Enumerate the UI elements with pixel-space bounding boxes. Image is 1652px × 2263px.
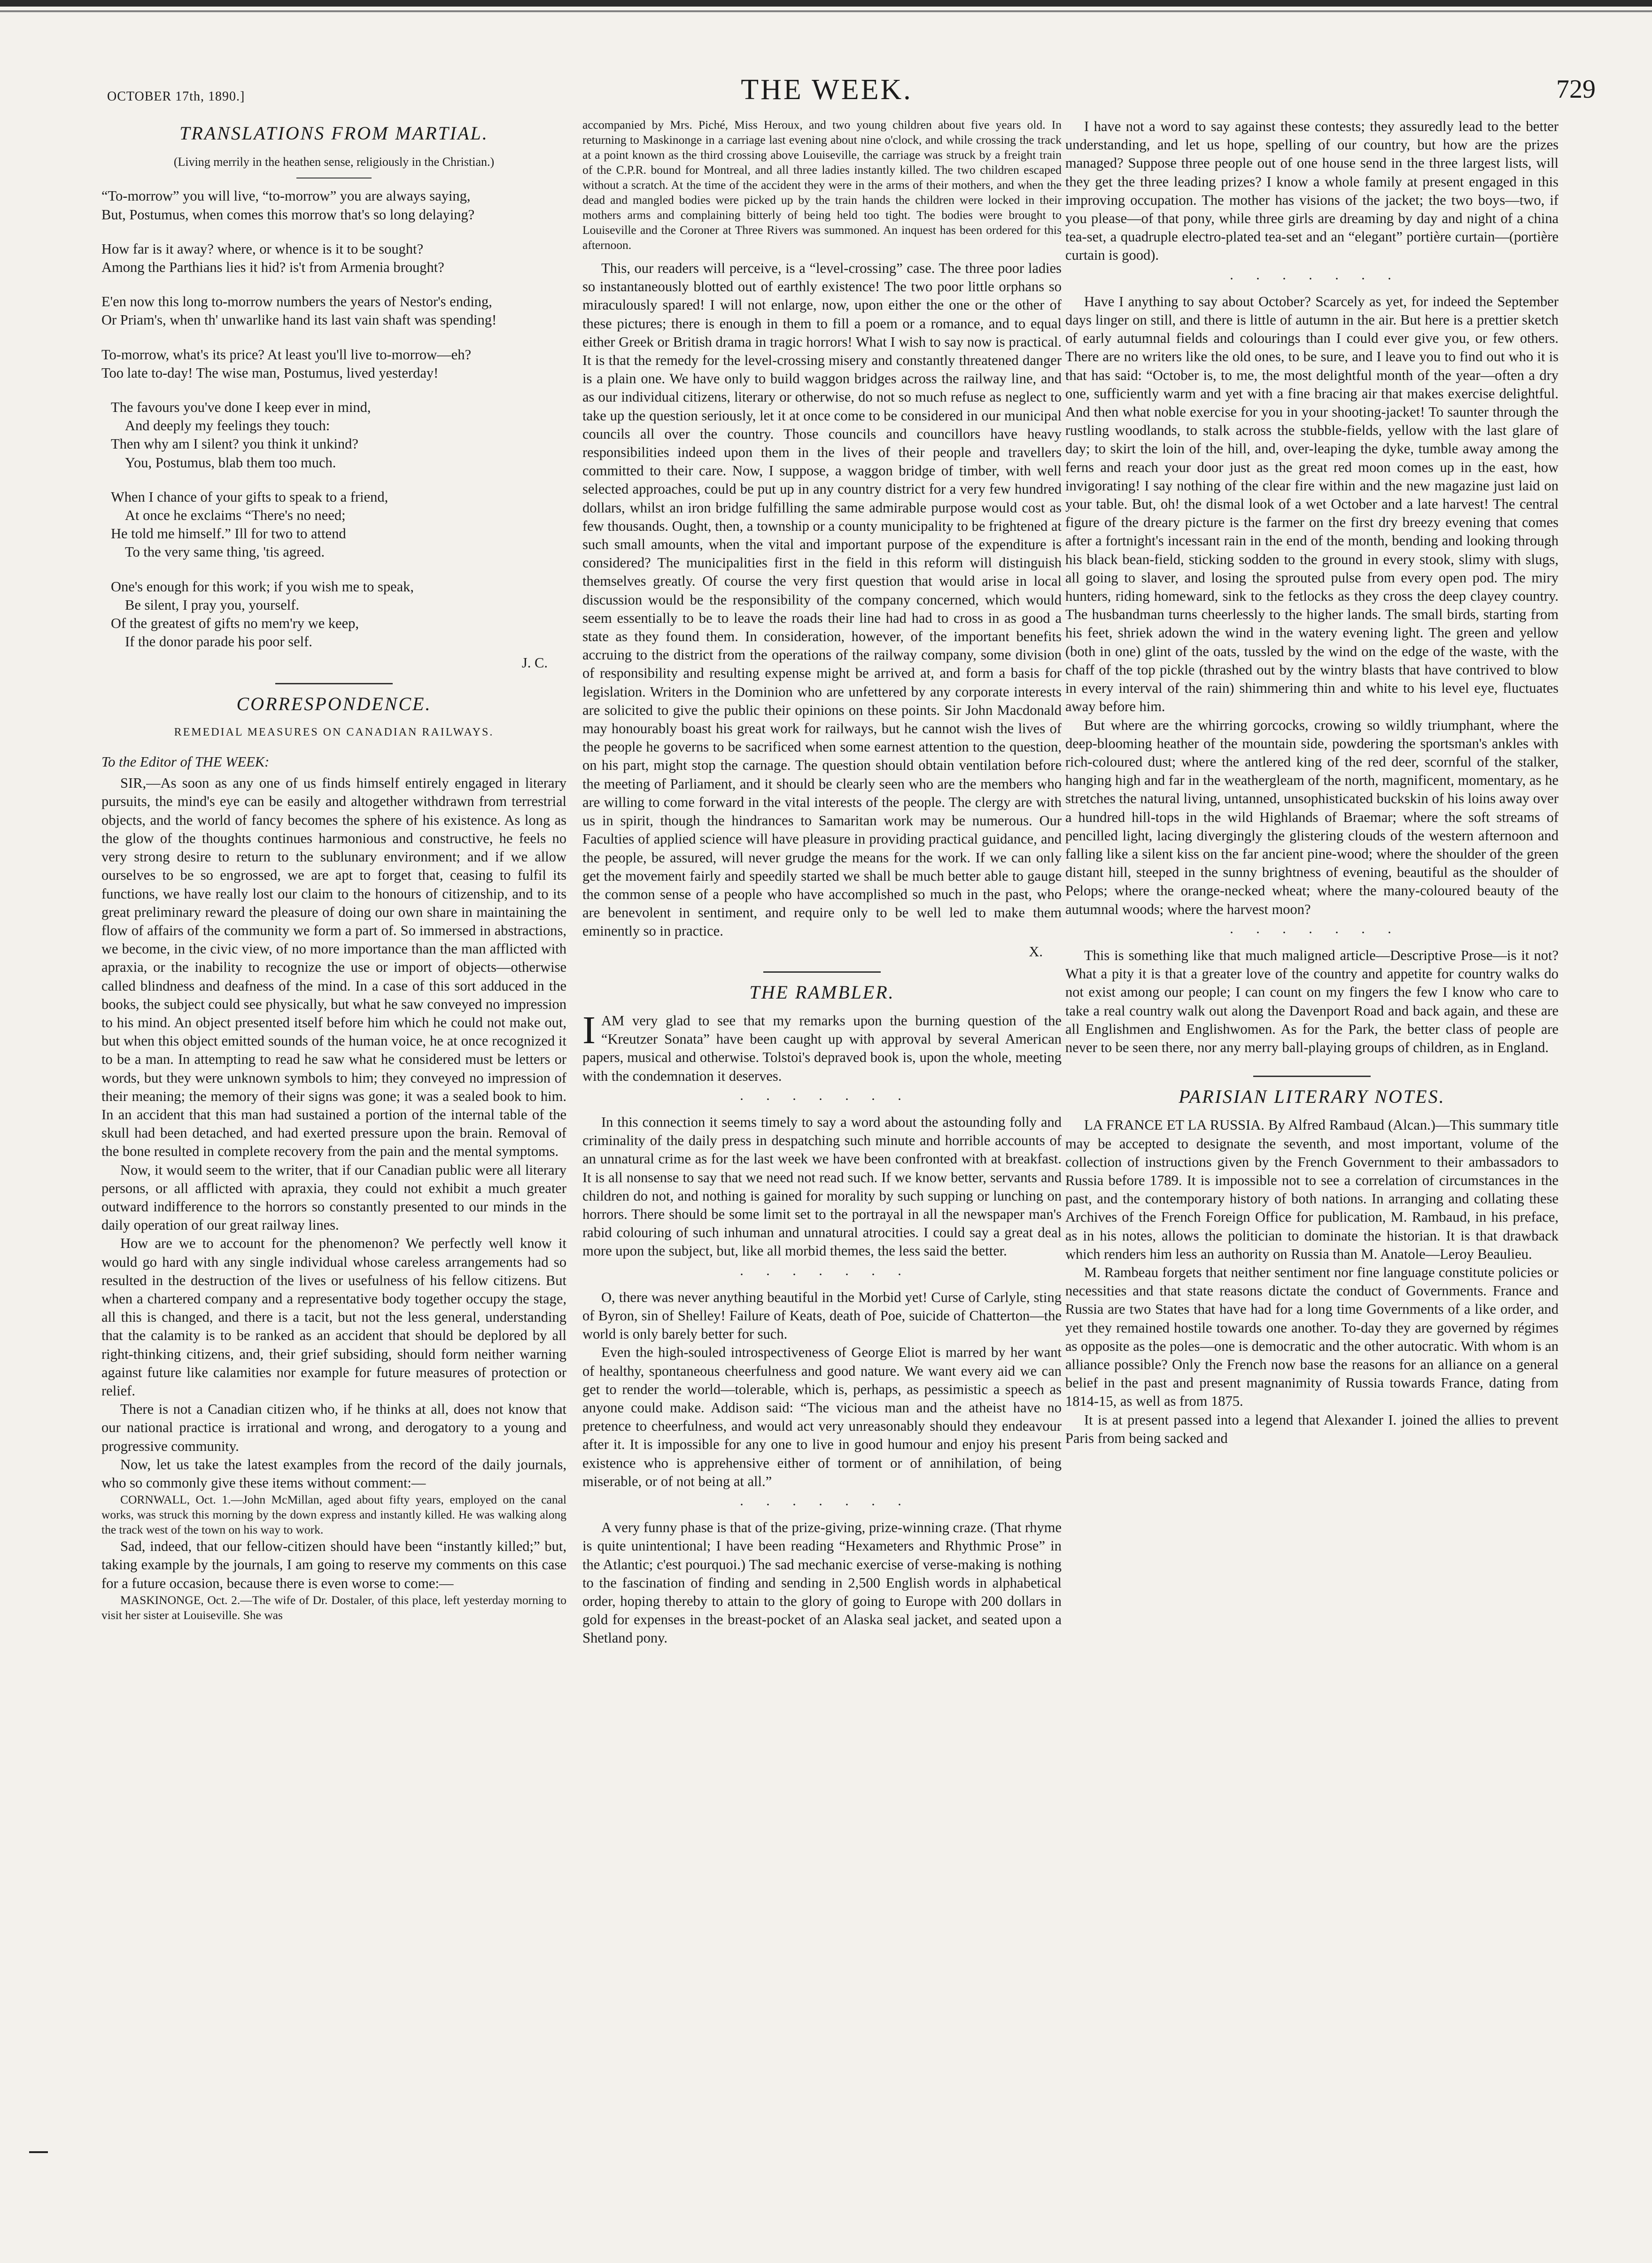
- paragraph: There is not a Canadian citizen who, if he thinks at all, does not know that our national practice is irrational and wrong, and derogatory to a young and progressive community.: [101, 1401, 566, 1454]
- poem-stanza: [101, 240, 566, 277]
- news-clipping: accompanied by Mrs. Piché, Miss Heroux, and two young children about five years old. In returning to Maskinonge in a carriage last evening about nine o'clock, and while crossing the track at a point known as the third crossing above Louiseville, the carriage was struck by a freight train of the C.P.R. bound for Montreal, and all three ladies instantly killed. The two children escaped without a scratch. At the time of the accident they were in the arms of their mothers, and when the dead and mangled bodies were picked up by the train hands the children were locked in their mothers arms and complaining bitterly of being held too tight. The bodies were brought to Louiseville and the Coroner at Three Rivers was summoned. An inquest has been ordered for this afternoon.: [582, 118, 1062, 252]
- poem-line: If the donor parade his poor self.: [125, 634, 312, 650]
- poem-line: When I chance of your gifts to speak to a friend,: [111, 488, 388, 505]
- poem-line: You, Postumus, blab them too much.: [125, 454, 336, 471]
- correspondence-subhead: REMEDIAL MEASURES ON CANADIAN RAILWAYS.: [174, 726, 494, 738]
- news-clipping: CORNWALL, Oct. 1.—John McMillan, aged about fifty years, employed on the canal works, was struck this morning by the down express and instantly killed. He was walking along the track west of the town on his way to work.: [101, 1493, 566, 1537]
- divider: [275, 683, 393, 684]
- page-number: 729: [1556, 75, 1596, 104]
- poem-line: To the very same thing, 'tis agreed.: [125, 544, 325, 560]
- poem-line: Be silent, I pray you, yourself.: [125, 597, 300, 613]
- salutation: To the Editor of THE WEEK:: [101, 754, 270, 770]
- paragraph: In this connection it seems timely to say a word about the astounding folly and criminality of the daily press in despatching such minute and horrible accounts of an unnatural crime as for the last week we have been confronted with at breakfast. It is all nonsense to say that we need not read such. If we know better, servants and children do not, and nothing is gained for morality by such supping or lunching on horrors. There should be some limit set to the portrayal in all the newspaper man's rabid colouring of such inhuman and unnatural atrocities. I could say a great deal more upon the subject, but, like all morbid themes, the less said the better.: [582, 1114, 1062, 1259]
- poem-line: Among the Parthians lies it hid? is't from Armenia brought?: [101, 259, 444, 276]
- poem-line: And deeply my feelings they touch:: [125, 418, 330, 434]
- poem-stanza: [101, 187, 566, 224]
- paragraph: It is at present passed into a legend that Alexander I. joined the allies to prevent Paris from being sacked and: [1065, 1411, 1559, 1446]
- martial-note: (Living merrily in the heathen sense, religiously in the Christian.): [173, 155, 495, 169]
- paragraph: Now, let us take the latest examples from the record of the daily journals, who so commonly give these items without comment:—: [101, 1456, 566, 1491]
- poem-line: He told me himself.” Ill for two to attend: [111, 526, 346, 542]
- parisian-title: PARISIAN LITERARY NOTES.: [1179, 1086, 1445, 1108]
- divider: [763, 971, 881, 973]
- paragraph: IAM very glad to see that my remarks upon the burning question of the “Kreutzer Sonata” have been caught up with approval by several American papers, musical and otherwise. Tolstoi's depraved book is, upon the whole, meeting with the condemnation it deserves.: [582, 1008, 1062, 1084]
- ellipsis-divider: ·······: [1229, 271, 1413, 287]
- column-3: [1065, 117, 1559, 2240]
- poem-line: Of the greatest of gifts no mem'ry we keep,: [111, 615, 359, 632]
- page-top-border: [0, 0, 1652, 16]
- paragraph: Have I anything to say about October? Scarcely as yet, for indeed the September days linger on still, and there is little of autumn in the air. But here is a prettier sketch of early autumnal fields and colourings than I could ever give you, or few others. There are no writers like the old ones, to be sure, and I leave you to find out who it is that has said: “October is, to me, the most delightful month of the year—often a dry one, sufficiently warm and yet with a fine bracing air that makes exercise delightful. And then what noble exercise for you in your shooting-jacket! To saunter through the rustling woodlands, to stalk across the stubble-fields, yellow with the last glare of day; to skirt the loin of the hill, and, over-leaping the dyke, tumble away among the ferns and reach your door just as the great red moon comes up in the east, how invigorating! I say nothing of the clear fire within and the new magazine just laid on your table. But, oh! the dismal look of a wet October and a late harvest! The central figure of the dreary picture is the farmer on the first dry breezy evening that comes after a fortnight's incessant rain in the end of the month, bending and looking through his black bean-field, sticking sodden to the ground in every stook, slimy with slugs, all going to slaver, and losing the sprouted pulse from every open pod. The miry hunters, riding homeward, sink to the fetlocks as they cross the deep clayey country. The husbandman turns cheerlessly to the higher lands. The small birds, starting from his feet, shriek adown the wind in the watery evening light. The green and yellow (both in one) glint of the oats, tussled by the wind on the edge of the waste, with the chaff of the top pickle (thrashed out by the wintry blasts that have contrived to blow in every interval of the rain) shimmering thin and white to his level eye, fluctuates away before him.: [1065, 293, 1559, 715]
- paragraph: M. Rambeau forgets that neither sentiment nor fine language constitute policies or necessities and that state reasons dictate the conduct of Governments. France and Russia are two States that have had for a long time Governments of a like order, and yet they remained hostile towards one another. To-day they are governed by régimes as opposite as the poles—one is democratic and the other autocratic. With whom is an alliance possible? Only the French now base the reasons for an alliance on a general belief in the past and present magnanimity of Russia towards France, dating from 1814-15, as well as from 1875.: [1065, 1264, 1559, 1410]
- martial-title: TRANSLATIONS FROM MARTIAL.: [179, 123, 489, 144]
- poem-stanza: [101, 488, 566, 562]
- paragraph: But where are the whirring gorcocks, crowing so wildly triumphant, where the deep-blooming heather of the mountain side, powdering the sportsman's ankles with rich-coloured dust; where the antlered king of the red deer, scornful of the stalker, hanging high and far in the weathergleam of the north, magnificent, momentary, as he stretches the natural living, untanned, unsophisticated buckskin of his loins away over a hundred hill-tops in the wild Highlands of Braemar; where the soft streams of pencilled light, lacing divergingly the glistering clouds of the western afternoon and falling like a silent kiss on the far ancient pine-wood; where the shoulder of the green distant hill, steeped in the sunny brightness of evening, beautiful as the shoulder of Pelops; where the orange-necked wheat; where the many-coloured beauty of the autumnal woods; where the harvest moon?: [1065, 717, 1559, 917]
- paragraph: O, there was never anything beautiful in the Morbid yet! Curse of Carlyle, sting of Byron, sin of Shelley! Failure of Keats, death of Poe, suicide of Chatterton—the world is only barely better for such.: [582, 1289, 1062, 1342]
- paragraph: Sad, indeed, that our fellow-citizen should have been “instantly killed;” but, taking example by the journals, I am going to reserve my comments on this case for a future occasion, because there is even worse to come:—: [101, 1538, 566, 1591]
- issue-date: OCTOBER 17th, 1890.]: [107, 89, 245, 104]
- journal-title: THE WEEK.: [741, 74, 913, 106]
- column-2: [582, 117, 1062, 2240]
- martial-signature: J. C.: [521, 655, 548, 671]
- poem-line: E'en now this long to-morrow numbers the years of Nestor's ending,: [101, 294, 492, 310]
- paragraph: This, our readers will perceive, is a “level-crossing” case. The three poor ladies so instantaneously blotted out of earthly existence! The two poor little orphans so miraculously spared! I will not enlarge, now, upon either the one or the other of these pictures; there is enough in them to fill a poem or a romance, and to equal either Greek or British drama in tragic horrors! What I wish to say now is practical. It is that the remedy for the level-crossing misery and constantly threatened danger is a plain one. We have only to build waggon bridges across the railway line, and as our individual citizens, literary or otherwise, do not so much refuse as neglect to take up the question seriously, let it at once come to be considered in our municipal councils all over the country. Those councils and councillors have heavy responsibilities indeed upon them in the lives of their people and travellers committed to their care. Now, I suppose, a waggon bridge of timber, with well selected approaches, could be put up in any country district for a very few hundred dollars, whilst an iron bridge fulfilling the same admirable purpose would cost as few thousands. Ought, then, a township or a county municipality to be frightened at such small amounts, when the vital and important purpose of the expenditure is considered? The municipalities first in the field in this reform will distinguish themselves greatly. Of course the very first question that would arise in local discussion would be the responsibility of the company concerned, which would seem essentially to be to leave the roads their line had had to cross in as good a state as they found them. In consideration, however, of the important benefits accruing to the district from the operations of the railway company, some division of responsibility and resulting expense might be arrived at, and form a basis for legislation. Writers in the Dominion who are unfettered by any corporate interests are solicited to give the public their opinions on these points. Sir John Macdonald may honourably boast his great work for railways, but he cannot wish the lives of the people he governs to be sacrificed when some earnest attention to the question, on his part, might stop the carnage. The question should obtain ventilation before the meeting of Parliament, and it should be clearly seen who are the members who are willing to come forward in the vital interests of the people. The clergy are with us in spirit, though the hindrances to Samaritan work may be numerous. Our Faculties of applied science will have pleasure in providing practical guidance, and the people, be assured, will never grudge the means for the work. If we can only get the movement fairly and speedily started we shall be much better able to gauge the common sense of a people who have accomplished so much in the past, who are benevolent in sentiment, and require only to be well led to make them eminently so in practice.: [582, 260, 1062, 939]
- paragraph: How are we to account for the phenomenon? We perfectly well know it would go hard with any single individual whose careless arrangements had so resulted in the destruction of the lives or usefulness of his fellow citizens. But when a chartered company and a representative body together occupy the stage, all this is changed, and there is a tacit, but not the less general, understanding that the calamity is to be ranked as an accident that should be deplored by all right-thinking citizens, and, their grief subsiding, should form neither warning against future like calamities nor example for future measures of protection or relief.: [101, 1235, 566, 1399]
- poem-line: One's enough for this work; if you wish me to speak,: [111, 578, 414, 595]
- paragraph: LA FRANCE ET LA RUSSIA. By Alfred Rambaud (Alcan.)—This summary title may be accepted to designate the seventh, and most important, volume of the collection of instructions given by the French Government to their ambassadors to Russia before 1789. It is impossible not to see a correlation of circumstances in the past, and the contemporary history of both nations. In arranging and collating these Archives of the French Foreign Office for publication, M. Rambaud, in his preface, as in his notes, allows the politician to dominate the historian. It is that drawback which renders him less an authority on Russia than M. Anatole—Leroy Beaulieu.: [1065, 1117, 1559, 1262]
- paragraph: This is something like that much maligned article—Descriptive Prose—is it not? What a pity it is that a greater love of the country and appetite for country walks do not exist among our people; I can count on my fingers the few I know who care to take a real country walk out along the Davenport Road and back again, and these are all Englishmen and Englishwomen. As for the Park, the better class of people are never to be seen there, nor any merry ball-playing groups of children, as in England.: [1065, 947, 1559, 1055]
- poem-line: Too late to-day! The wise man, Postumus, lived yesterday!: [101, 364, 439, 381]
- divider: [1253, 1076, 1371, 1077]
- rambler-title: THE RAMBLER.: [749, 981, 895, 1003]
- poem-stanza: [101, 578, 566, 651]
- paragraph: I have not a word to say against these contests; they assuredly lead to the better understanding, and let us hope, spelling of our country, but how are the prizes managed? Suppose three people out of one house send in the three largest lists, will they get the three leading prizes? I know a whole family at present engaged in this improving occupation. The mother has visions of the jacket; the two boys—two, if you please—of that pony, while three girls are dreaming by day and night of a china tea-set, a quadruple electro-plated tea-set and an “elegant” portière curtain—(portière curtain is good).: [1065, 118, 1559, 264]
- poem-line: “To-morrow” you will live, “to-morrow” you are always saying,: [101, 188, 471, 204]
- correspondence-signature: X.: [1029, 943, 1043, 960]
- poem-stanza: [101, 346, 566, 382]
- correspondence-title: CORRESPONDENCE.: [236, 693, 432, 714]
- poem-line: The favours you've done I keep ever in mind,: [111, 399, 371, 416]
- ellipsis-divider: ·······: [739, 1497, 923, 1512]
- margin-mark: [29, 2151, 48, 2153]
- column-1: [101, 117, 566, 2240]
- poem-line: To-morrow, what's its price? At least you'll live to-morrow—eh?: [101, 346, 471, 363]
- ellipsis-divider: ·······: [739, 1091, 923, 1107]
- ellipsis-divider: ·······: [1229, 924, 1413, 940]
- ellipsis-divider: ·······: [739, 1266, 923, 1282]
- poem-line: Then why am I silent? you think it unkind?: [111, 436, 358, 452]
- poem-line: At once he exclaims “There's no need;: [125, 507, 346, 524]
- poem-line: Or Priam's, when th' unwarlike hand its last vain shaft was spending!: [101, 312, 497, 328]
- poem-line: But, Postumus, when comes this morrow that's so long delaying?: [101, 206, 475, 223]
- poem-line: How far is it away? where, or whence is it to be sought?: [101, 240, 424, 257]
- news-clipping: MASKINONGE, Oct. 2.—The wife of Dr. Dostaler, of this place, left yesterday morning to visit her sister at Louiseville. She was: [101, 1593, 566, 1622]
- running-head: [0, 70, 1652, 106]
- paragraph: Now, it would seem to the writer, that if our Canadian public were all literary persons, or all afflicted with apraxia, they could not exhibit a much greater outward indifference to the horrors so constantly presented to our minds in the daily operation of our great railway lines.: [101, 1162, 566, 1233]
- poem-stanza: [101, 398, 566, 472]
- paragraph: Even the high-souled introspectiveness of George Eliot is marred by her want of healthy, spontaneous cheerfulness and good nature. We want every aid we can get to render the world—tolerable, which is, perhaps, as pessimistic a speech as anyone could make. Addison said: “The vicious man and the atheist have no pretence to cheerfulness, and would act very unreasonably should they endeavour after it. It is impossible for any one to live in good humour and enjoy his present existence who is apprehensive either of torment or of annihilation, of being miserable, or of not being at all.”: [582, 1344, 1062, 1489]
- paragraph: SIR,—As soon as any one of us finds himself entirely engaged in literary pursuits, the mind's eye can be easily and altogether withdrawn from terrestrial objects, and the world of fancy becomes the sphere of his existence. As long as the glow of the thoughts continues harmonious and constructive, he feels no very strong desire to return to the sublunary environment; and if we allow ourselves to be so engrossed, we are apt to forget that, ceasing to fulfil its functions, we have really lost our claim to the honours of citizenship, and to its great preliminary reward the pleasure of doing our own share in maintaining the flow of affairs of the community we form a part of. So immersed in abstractions, we become, in the civic view, of no more importance than the man afflicted with apraxia, or the inability to recognize the use or import of objects—otherwise called blindness and deafness of the mind. In a case of this sort adduced in the books, the subject could see physically, but what he saw conveyed no impression to his mind. An object presented itself before him which he could not make out, but when this object emitted sounds of the human voice, he at once recognized it to be a man. In attempting to read he saw what he considered must be letters or words, but they were unknown symbols to him; they conveyed no impression of their meaning; the memory of their signs was gone; it was a sealed book to him. In an accident that this man had sustained a portion of the internal table of the skull had been detached, and had exerted pressure upon the brain. Removal of the bone resulted in complete recovery from the pain and the mental symptoms.: [101, 775, 566, 1160]
- poem-stanza: [101, 293, 566, 329]
- paragraph: A very funny phase is that of the prize-giving, prize-winning craze. (That rhyme is quite unintentional; I have been reading “Hexameters and Rhythmic Prose” in the Atlantic; c'est pourquoi.) The sad mechanic exercise of verse-making is nothing to the fascination of finding and sending in 2,500 English words in alphabetical order, hoping thereby to attain to the glory of going to Europe with 200 dollars in gold for expenses in the breast-pocket of an Alaska seal jacket, and seated upon a Shetland pony.: [582, 1519, 1062, 1646]
